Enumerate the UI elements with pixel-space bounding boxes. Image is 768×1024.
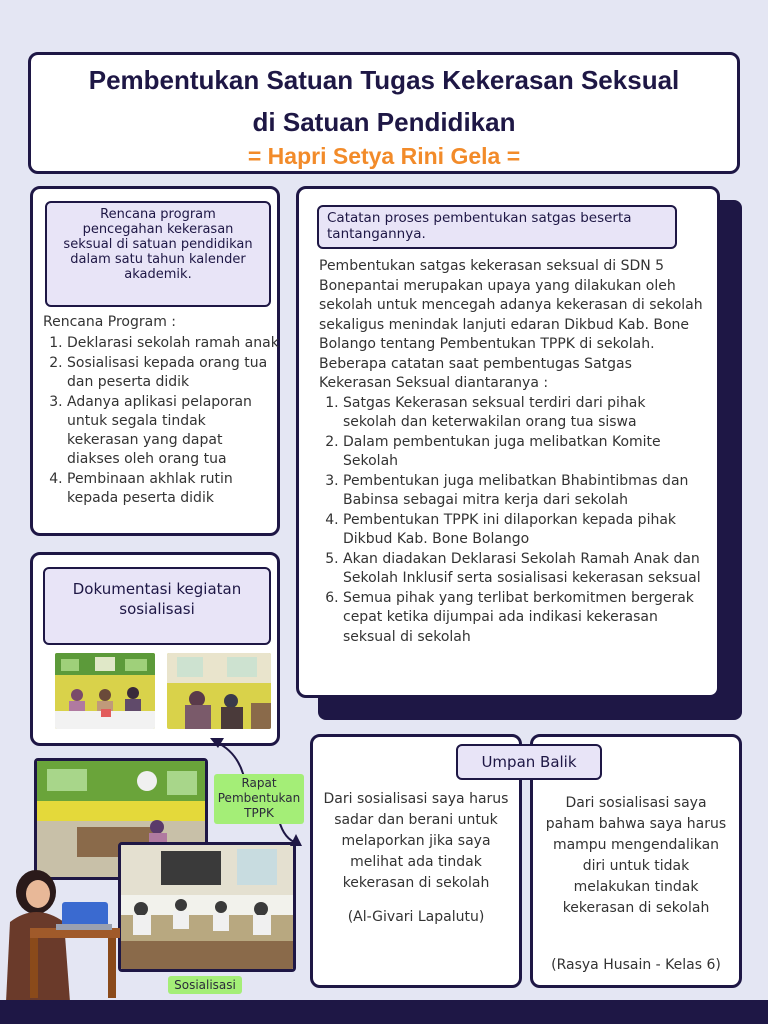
notes-item: 1. Satgas Kekerasan seksual terdiri dari pihak sekolah dan keterwakilan orang tua siswa bbox=[343, 394, 703, 433]
program-label-line: pencegahan kekerasan bbox=[82, 222, 234, 237]
documentation-label-line: sosialisasi bbox=[119, 600, 195, 618]
notes-item: 4. Pembentukan TPPK ini dilaporkan kepada pihak Dikbud Kab. Bone Bolango bbox=[343, 511, 703, 550]
socialization-callout: Sosialisasi bbox=[168, 976, 242, 994]
notes-intro: Beberapa catatan saat pembentugas Satgas Kekerasan Seksual diantaranya : bbox=[319, 355, 632, 391]
documentation-label-box bbox=[43, 567, 271, 645]
program-item: 1. Deklarasi sekolah ramah anak bbox=[67, 334, 279, 353]
poster-author: = Hapri Setya Rini Gela = bbox=[247, 143, 521, 169]
meeting-callout bbox=[214, 774, 304, 824]
program-item: 4. Pembinaan akhlak rutin kepada peserta didik bbox=[67, 470, 279, 508]
bottom-bar bbox=[0, 1000, 768, 1024]
program-label-line: seksual di satuan pendidikan bbox=[63, 237, 253, 252]
program-item: 2. Sosialisasi kepada orang tua dan peserta didik bbox=[67, 354, 279, 392]
classroom-photo bbox=[121, 845, 293, 969]
notes-item: 6. Semua pihak yang terlibat berkomitmen bergerak cepat ketika dijumpai ada indikasi kekerasan seksual di sekolah bbox=[343, 589, 703, 648]
meeting-photo bbox=[55, 653, 155, 729]
feedback-text: Dari sosialisasi saya harus sadar dan berani untuk melaporkan jika saya melihat ada tindak kekerasan di sekolah bbox=[323, 791, 509, 891]
meeting-callout-line: Pembentukan bbox=[217, 791, 301, 805]
documentation-label-line: Dokumentasi kegiatan bbox=[72, 580, 242, 598]
notes-card bbox=[296, 186, 720, 698]
notes-item: 3. Pembentukan juga melibatkan Bhabintibmas dan Babinsa sebagai mitra kerja dari sekolah bbox=[343, 472, 703, 511]
notes-list bbox=[319, 394, 703, 648]
notes-item: 5. Akan diadakan Deklarasi Sekolah Ramah Anak dan Sekolah Inklusif serta sosialisasi kekerasan seksual bbox=[343, 550, 703, 589]
meeting-callout-line: Rapat bbox=[241, 776, 277, 790]
socialization-photo bbox=[167, 653, 271, 729]
program-label-line: dalam satu tahun kalender bbox=[70, 252, 246, 267]
notes-label-box bbox=[317, 205, 677, 249]
notes-item: 2. Dalam pembentukan juga melibatkan Komite Sekolah bbox=[343, 433, 703, 472]
title-card bbox=[28, 52, 740, 174]
notes-label-line: Catatan proses pembentukan satgas beserta bbox=[327, 210, 632, 226]
notes-body bbox=[319, 257, 703, 647]
feedback-author: (Rasya Husain - Kelas 6) bbox=[551, 957, 721, 973]
meeting-callout-line: TPPK bbox=[244, 806, 274, 820]
program-label-box bbox=[45, 201, 271, 307]
poster-title-line-2: di Satuan Pendidikan bbox=[252, 107, 516, 137]
notes-paragraph: Pembentukan satgas kekerasan seksual di SDN 5 Bonepantai merupakan upaya yang dilakukan oleh sekolah untuk mencegah adanya kekerasan di sekolah sekaligus menindak lanjuti edaran Dikbud Kab. Bone Bolango tentang Pembentukan TPPK di sekolah. bbox=[319, 258, 703, 352]
feedback-author: (Al-Givari Lapalutu) bbox=[347, 909, 485, 925]
program-label-line: akademik. bbox=[124, 267, 192, 282]
program-list bbox=[43, 334, 279, 508]
teacher-illustration bbox=[0, 862, 120, 1002]
notes-label-line: tantangannya. bbox=[327, 226, 426, 242]
program-label-line: Rencana program bbox=[100, 207, 216, 222]
poster-title-line-1: Pembentukan Satuan Tugas Kekerasan Seksual bbox=[88, 65, 680, 95]
documentation-card bbox=[30, 552, 280, 746]
feedback-label: Umpan Balik bbox=[456, 744, 602, 780]
feedback-text: Dari sosialisasi saya paham bahwa saya harus mampu mengendalikan diri untuk tidak melakukan tindak kekerasan di sekolah bbox=[545, 795, 727, 916]
program-body bbox=[43, 313, 279, 509]
program-card bbox=[30, 186, 280, 536]
socialization-photo-frame bbox=[118, 842, 296, 972]
program-item: 3. Adanya aplikasi pelaporan untuk segala tindak kekerasan yang dapat diakses oleh orang tua bbox=[67, 393, 279, 469]
program-heading: Rencana Program : bbox=[43, 314, 176, 330]
